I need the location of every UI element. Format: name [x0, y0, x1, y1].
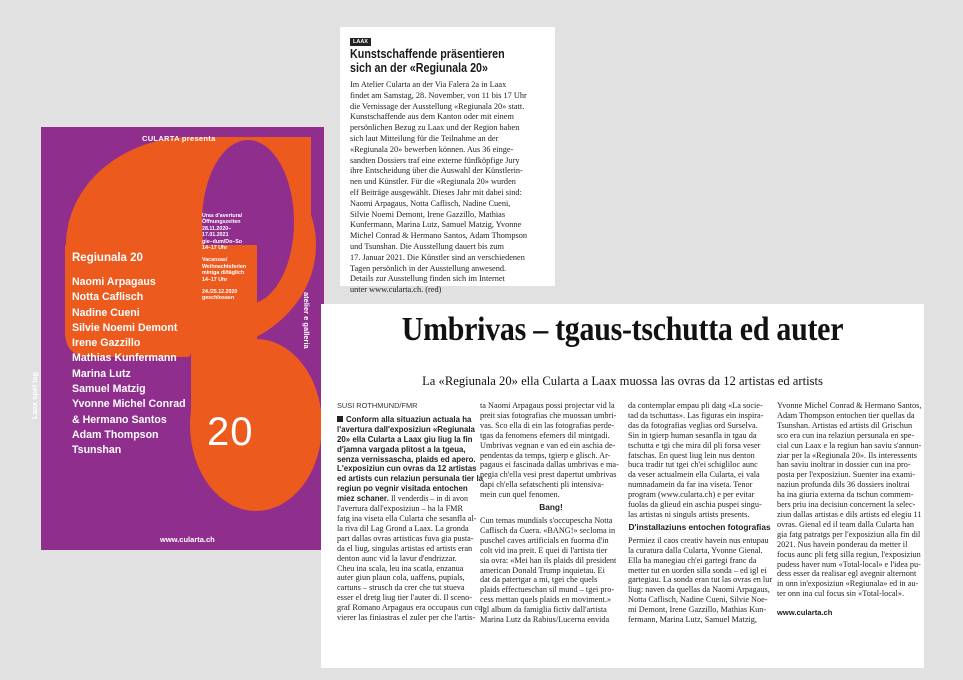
text-line: Umbrivas vegnan e van ed ein aschia de-	[480, 440, 616, 450]
info-line: 14–17 Uhr	[202, 276, 228, 283]
text-line: Tagen persönlich in der Ausstellung anwesend.	[350, 263, 507, 273]
text-line: fatschas. En quest liug lein nus denton	[628, 450, 755, 460]
text-line: Details zur Ausstellung finden sich im Internet	[350, 274, 505, 284]
lead-text: miez schaner.	[337, 494, 389, 504]
headline-line: sich an der «Regiunala 20»	[350, 60, 489, 75]
info-line: gie–dum/Do–So	[202, 238, 243, 245]
text-line: Tsunshan. Artistas ed artists dil Grischun	[777, 420, 913, 430]
text-line: la curatura dalla Cularta, Yvonne Gienal.	[628, 545, 763, 555]
poster-artist-list	[72, 275, 186, 459]
artist-name: Irene Gazzillo	[72, 337, 141, 350]
artist-name: Samuel Matzig	[72, 383, 146, 396]
artist-name: Naomi Arpagaus	[72, 276, 156, 288]
lead-line: ed artists cun relaziun persunala tier la	[337, 474, 484, 484]
poster-presenter: CULARTA presenta	[142, 134, 216, 143]
text-line: mi Demont, Irene Gazzillo, Mathias Kun-	[628, 605, 767, 615]
poster-side-label-right: atelier e galleria	[302, 292, 311, 349]
artist-name: Tsunshan	[72, 444, 122, 457]
text-line: nen und Künstler. Für die «Regiunala 20» wurden	[350, 177, 516, 187]
info-line: mintga di/täglich	[202, 270, 245, 277]
text-line: die Vernissage der Ausstellung «Regiunala 20» statt.	[350, 101, 525, 111]
text-line: ta Naomi Arpagaus possi projectar vid la	[480, 401, 615, 410]
text-line: ziar per la «Regiunala 20». Ils interessents	[777, 450, 917, 460]
text-line: Marina Lutz da Rabius/Lucerna envida	[480, 615, 610, 625]
text-line: Kunfermann, Marina Lutz, Samuel Matzig, Yvonne	[350, 220, 522, 230]
artist-name: Silvie Noemi Demont	[72, 321, 178, 334]
article-text	[628, 401, 771, 520]
article-column-2	[480, 401, 622, 625]
text-line: graf Romano Arpagaus era occupaus cun cu-	[337, 603, 485, 613]
text-line: gartegiau. La sonda eran tut las ovras en lur	[628, 575, 773, 585]
text-line: unter www.cularta.ch. (red)	[350, 285, 442, 295]
article-column-3	[628, 401, 771, 625]
text-line: sco era cun ina relaziun persunala en spe-	[777, 430, 915, 440]
text-line: Michel Conrad & Hermano Santos, Adam Thompson	[350, 231, 528, 241]
lead-line: l'avertura dall'exposiziun «Regiunala	[337, 424, 475, 434]
text-line: ihre Entscheidung über die Auswahl der Künstlerin-	[350, 166, 523, 176]
text-line: fatg ina viseta ella Cularta che sesanfla al-	[337, 513, 477, 523]
text-line: Igl album da famiglia fictiv dall'artista	[480, 605, 607, 615]
lead-tail-text: Il venderdis – in di avon	[390, 494, 468, 504]
newspaper-clipping-romansh	[321, 304, 924, 668]
text-line: und Tsunshan. Die Ausstellung dauert bis zum	[350, 241, 504, 251]
text-line: findet am Samstag, 28. November, von 11 bis 17 Uhr	[350, 90, 527, 100]
info-line: Vacanzas/	[202, 257, 228, 264]
text-line: «Regiunala 20» bewerben können. Aus 36 einge-	[350, 144, 514, 154]
text-line: pendentas da temps, tgierp e glisch. Ar-	[480, 450, 611, 460]
text-line: pudess haver num «Total-local» e l'idea pu-	[777, 559, 921, 569]
text-line: elf Beiträge ausgewählt. Dieses Jahr mit dabei sind:	[350, 187, 522, 197]
info-line: 14–17 Uhr	[202, 245, 228, 252]
text-line: Cun temas mundials s'occupescha Notta	[480, 515, 613, 525]
info-line: geschlossen	[202, 295, 235, 302]
text-line: numnadamein da far ina viseta. Tenor	[628, 480, 753, 490]
info-line: 28.11.2020–	[202, 225, 232, 232]
text-line: plaids effectueschan sil mund – tgei pro-	[480, 585, 615, 595]
text-line: da veser actualmein ella Cularta, ei vala	[628, 470, 760, 480]
text-line: cess mettan quels plaids en moviment.»	[480, 595, 612, 605]
poster-title: Regiunala 20	[72, 252, 143, 264]
artist-name: Marina Lutz	[72, 367, 131, 380]
text-line: 2021. Nus havein ponderau da metter il	[777, 539, 908, 549]
article-subheadline: La «Regiunala 20» ella Cularta a Laax muossa las ovras da 12 artistas ed artists	[422, 374, 823, 388]
text-line: naziun profunda dils 36 dossiers inoltrai	[777, 480, 910, 490]
artist-name: Notta Caflisch	[72, 291, 144, 304]
text-line: da contemplar empau pli datg «La socie-	[628, 401, 763, 410]
info-line: Weihnachtsferien	[202, 263, 247, 270]
lead-line: d'jamna vargada plitost a la tgeua,	[337, 444, 466, 454]
lead-line: L'exposiziun cun ovras da 12 artistas	[337, 464, 477, 474]
artist-name: Adam Thompson	[72, 428, 159, 441]
text-line: tschutta e tgi che mira dil pli forsa veser	[628, 440, 761, 450]
text-line: gia fatg patratgs per l'exposiziun alla fin dil	[777, 529, 921, 539]
text-line: Ella ha manegiau ch'ei gartegi franc da	[628, 555, 757, 565]
text-line: mein cun quel fenomen.	[480, 490, 560, 500]
square-bullet-icon	[337, 416, 343, 422]
article-text	[480, 516, 622, 625]
info-line: 24./25.12.2020	[202, 289, 238, 296]
clipping-body	[350, 80, 554, 296]
text-line: fermann, Marina Lutz, Samuel Matzig,	[628, 615, 757, 625]
text-line: Im Atelier Cularta an der Via Falera 2a in Laax	[350, 80, 507, 89]
text-line: Yvonne Michel Conrad & Hermano Santos,	[777, 401, 922, 410]
text-line: preit sias fotografias che muossan umbri-	[480, 410, 617, 420]
text-line: persönlichen Bezug zu Laax und der Region haben	[350, 123, 520, 133]
article-text	[777, 401, 922, 599]
poster-side-label-left: Laax spel lag	[30, 371, 39, 419]
text-line: ziun dallas artistas e dils artists ed elegiu 11	[777, 509, 922, 519]
article-url: www.cularta.ch	[777, 608, 833, 618]
text-line: liug: naven da quellas da Naomi Arpagaus,	[628, 585, 770, 595]
text-line: part dallas ovras artisticas fuva gia pusta-	[337, 533, 474, 543]
clipping-headline	[350, 48, 522, 75]
article-text	[337, 504, 485, 623]
text-line: colt vid ina preit. E quei di l'artista tier	[480, 545, 608, 555]
text-line: american Donald Trump inquietau. Ei	[480, 565, 605, 575]
lead-line: senza vernissascha, plaids ed apero.	[337, 454, 476, 464]
poster-url: www.cularta.ch	[160, 535, 215, 544]
text-line: ovras. Gienal ed il team dalla Cularta han	[777, 519, 914, 529]
text-line: tgas da fenomens efemers dil mintgadi.	[480, 430, 610, 440]
text-line: da el liug, singulas artistas ed artists eran	[337, 543, 473, 553]
text-line: metter tut en uorden silla sonda – ed igl ei	[628, 565, 767, 575]
text-line: la riva dil Lag Grond a Laax. La gronda	[337, 523, 469, 533]
text-line: han saviu inoltrar in dossier cun ina pro-	[777, 460, 911, 470]
text-line: sia ovra: «Mei han ils plaids dil president	[480, 555, 617, 565]
article-lead	[337, 414, 484, 504]
lead-text: Conform alla situaziun actuala ha	[346, 414, 472, 424]
text-line: Silvie Noemi Demont, Irene Gazzillo, Mathias	[350, 209, 506, 219]
article-column-1	[337, 401, 485, 623]
artist-name: & Hermano Santos	[72, 413, 167, 426]
text-line: posta per l'exposiziun. Suenter ina exami-	[777, 470, 916, 480]
location-tag: LAAX	[350, 38, 371, 46]
info-line: 17.01.2021	[202, 232, 229, 239]
text-line: sich laut Mitteilung für die Teilnahme an der	[350, 133, 499, 143]
text-line: negia ch'ella vesi prest dapertut umbrivas	[480, 470, 617, 480]
lead-line	[337, 494, 475, 504]
exhibition-poster	[30, 127, 324, 550]
text-line: pagaus ei fascinada dallas umbrivas e ma-	[480, 460, 619, 470]
text-line: Notta Caflisch, Nadine Cueni, Silvie Noe-	[628, 595, 768, 605]
poster-big-number: 20	[207, 410, 254, 454]
info-line: Öffnungszeiten	[202, 219, 241, 226]
info-line: Uras d'avertura/	[202, 213, 243, 219]
text-line: 17. Januar 2021. Die Künstler sind an verschiedenen	[350, 252, 525, 262]
artist-name: Yvonne Michel Conrad	[72, 398, 186, 411]
newspaper-clipping-german	[340, 27, 555, 295]
text-line: vas. Sco ella di ein las fotografias perde-	[480, 420, 615, 430]
section-heading: Bang!	[539, 502, 563, 513]
text-line: Naomi Arpagaus, Notta Caflisch, Nadine Cueni,	[350, 198, 511, 208]
lead-line: regiun po vegnir visitada entochen	[337, 484, 468, 494]
text-line: cartuns – strusch da crer che tut stueva	[337, 583, 465, 593]
text-line: tad da tschuttas». Las figuras ein inspira-	[628, 410, 764, 420]
text-line: vierer las finiastras el zuler per che l'artis-	[337, 613, 476, 623]
text-line: Permiez il caos creativ havein nus entupau	[628, 535, 769, 545]
text-line: fuolas da glieud ein aschia puspei singu-	[628, 500, 762, 510]
text-line: ha ina giuria externa da tschun commem-	[777, 490, 914, 500]
lead-line: 20» ella Cularta a Laax giu liug la fin	[337, 434, 473, 444]
text-line: esser el dretg liug tier l'auter di. Il sceno-	[337, 593, 473, 603]
text-line: bers priu ina decisiun concernent la selec-	[777, 500, 916, 510]
text-line: focus aunc pli fetg silla regiun, l'exposiziun	[777, 549, 921, 559]
text-line: puschel caves artificials en fuorma d'in	[480, 535, 609, 545]
headline-line: Kunstschaffende präsentieren	[350, 47, 505, 61]
artist-name: Mathias Kunfermann	[72, 352, 177, 365]
lead-line	[337, 415, 475, 425]
text-line: Kunstschaffende aus dem Kanton oder mit einem	[350, 112, 514, 122]
text-line: cial cun Laax e la regiun han saviu s'annun-	[777, 440, 922, 450]
text-line: dat da patertgar a mi, tgei che quels	[480, 575, 598, 585]
text-line: ter onn ina cul focus sin «Total-local».	[777, 589, 905, 599]
text-line: in onn in'exposiziun «Regiunala» ed in au-	[777, 579, 919, 589]
text-line: das da fotografias veglias ord Surselva.	[628, 420, 758, 430]
article-byline: SUSI ROTHMUND/FMR	[337, 401, 418, 410]
text-line: sandten Dossiers traf eine externe fünfköpfige Jury	[350, 155, 520, 165]
article-column-4	[777, 401, 922, 618]
text-line: denton aunc vid la lavur d'endrizzar.	[337, 553, 457, 563]
text-line: Sin in tgierp human sesanfla in tgau da	[628, 430, 757, 440]
text-line: l'avertura dall'exposiziun – ha la FMR	[337, 504, 464, 514]
text-line: dess esser da realisar egl avegnir alternont	[777, 569, 917, 579]
article-text	[480, 401, 622, 500]
section-heading: D'installaziuns entochen fotografias	[628, 521, 771, 532]
text-line: auter giun plaun cola, uaffens, pupials,	[337, 573, 465, 583]
text-line: buca tradir tut tgei ch'ei schigliloc aunc	[628, 460, 758, 470]
text-line: Caflisch da Cuera. «BANG!» secloma in	[480, 525, 616, 535]
text-line: dapi ch'ella sefatschenti pli intensiva-	[480, 480, 604, 490]
text-line: program (www.cularta.ch) e per evitar	[628, 490, 755, 500]
text-line: Adam Thompson entochen tier quellas da	[777, 410, 915, 420]
article-headline: Umbrivas – tgaus-tschutta ed auter	[401, 311, 844, 348]
poster-opening-hours	[202, 213, 246, 302]
text-line: Cheu ina scala, leu ina scatla, enzanua	[337, 563, 464, 573]
text-line: las artistas ni singuls artists presents.	[628, 509, 750, 519]
artist-name: Nadine Cueni	[72, 306, 140, 319]
article-text	[628, 536, 771, 625]
